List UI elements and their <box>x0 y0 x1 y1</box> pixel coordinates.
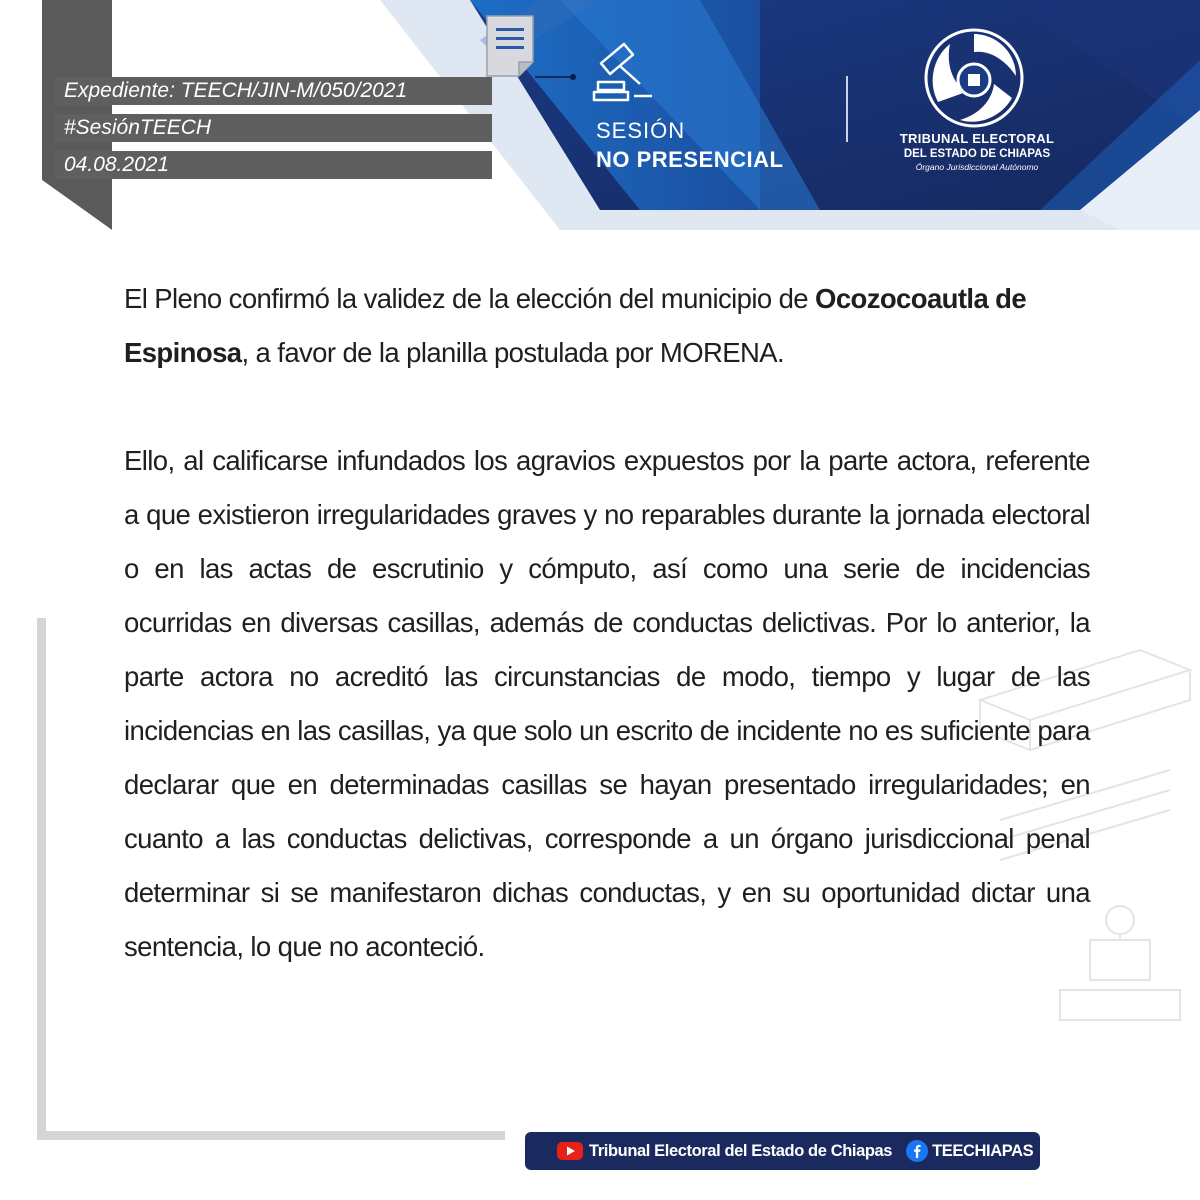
tribunal-emblem-logo <box>924 28 1024 128</box>
summary-text-end: , a favor de la planilla postulada por MORENA. <box>241 337 785 368</box>
organization-name <box>892 131 1062 173</box>
gavel-icon <box>590 42 656 104</box>
social-footer <box>525 1132 1040 1170</box>
frame-left-border <box>37 618 46 1140</box>
session-line-1: SESIÓN <box>596 118 686 143</box>
frame-bottom-border <box>37 1131 505 1140</box>
youtube-icon[interactable] <box>557 1142 583 1160</box>
facebook-icon[interactable] <box>906 1140 928 1162</box>
facebook-page-link[interactable]: TEECHIAPAS <box>932 1141 1034 1160</box>
youtube-channel-link[interactable]: Tribunal Electoral del Estado de Chiapas <box>589 1141 893 1160</box>
summary-text-start: El Pleno confirmó la validez de la elección del municipio de <box>124 283 816 314</box>
paragraph-reasoning: Ello, al calificarse infundados los agravios expuestos por la parte actora, referente a que existieron irregularidades graves y no reparables durante la jornada electoral o en las actas de escrutinio y cómputo, así como una serie de incidencias ocurridas en diversas casillas, además de conductas delictivas. Por lo anterior, la parte actora no acreditó las circunstancias de modo, tiempo y lugar de las incidencias en las casillas, ya que solo un escrito de incidente no es suficiente para declarar que en determinadas casillas se hayan presentado irregularidades; en cuanto a las conductas delictivas, corresponde a un órgano jurisdiccional penal determinar si se manifestaron dichas conductas, y en su oportunidad dictar una sentencia, lo que no aconteció. <box>124 445 1090 962</box>
document-icon <box>485 14 535 78</box>
article-body <box>124 272 1090 974</box>
org-name-line-1: TRIBUNAL ELECTORAL <box>899 131 1055 146</box>
date-label: 04.08.2021 <box>54 151 492 179</box>
session-line-2: NO PRESENCIAL <box>596 147 784 172</box>
municipality-name: Ocozocoautla de Espinosa <box>124 283 1027 368</box>
paragraph-summary <box>124 272 1090 380</box>
hashtag-label: #SesiónTEECH <box>54 114 492 142</box>
header-divider <box>846 76 848 142</box>
org-name-line-2: DEL ESTADO DE CHIAPAS <box>903 148 1051 160</box>
session-label <box>596 118 783 176</box>
case-number-label: Expediente: TEECH/JIN-M/050/2021 <box>54 77 492 105</box>
org-subtitle: Órgano Jurisdiccional Autónomo <box>915 162 1039 172</box>
